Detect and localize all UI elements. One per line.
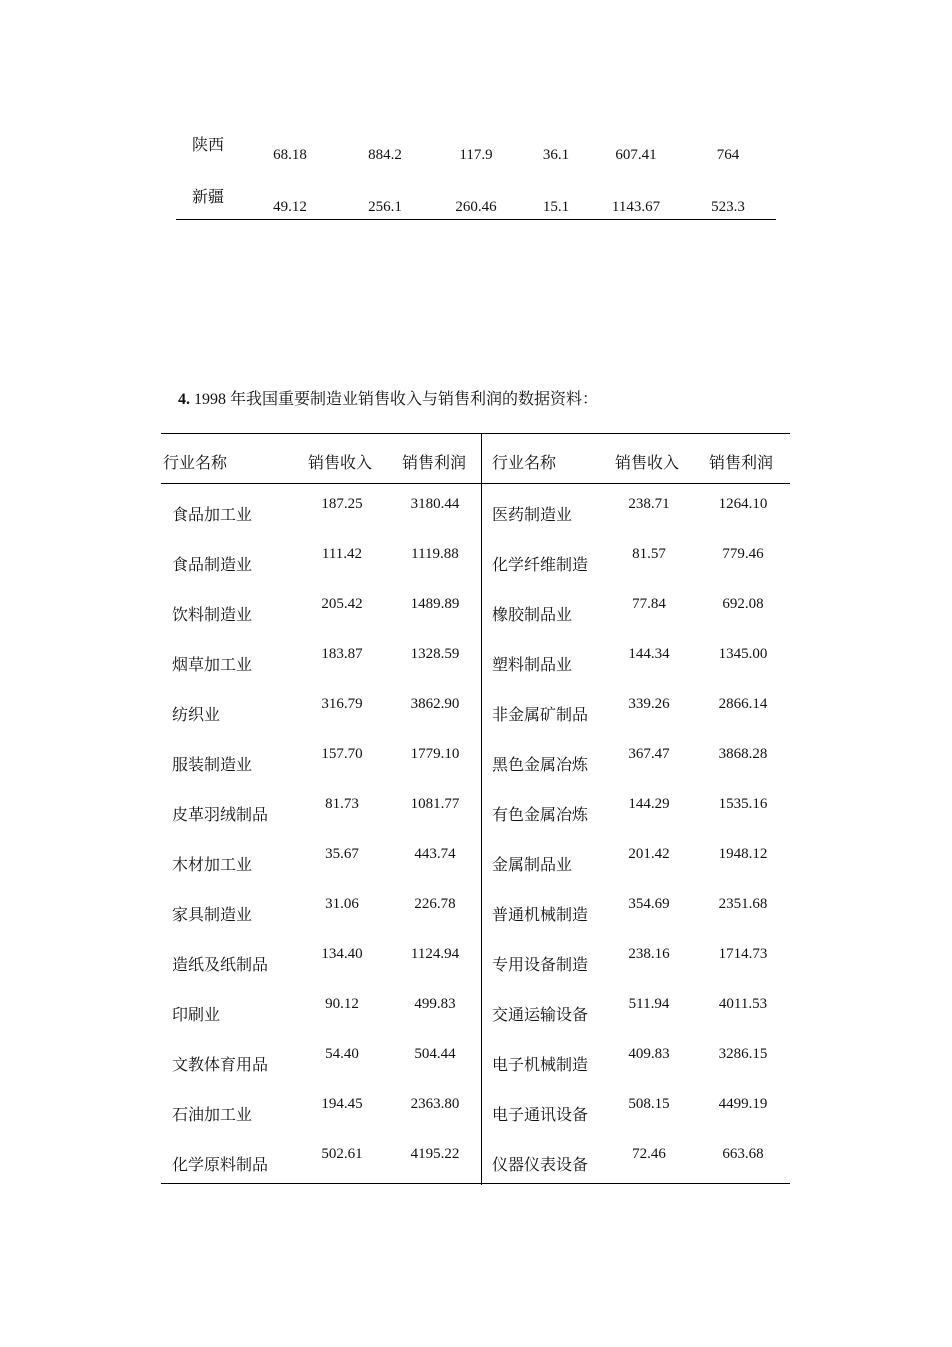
sales-income-cell: 339.26 xyxy=(628,696,670,712)
sales-profit-cell: 1081.77 xyxy=(410,796,460,812)
table-cell: 523.3 xyxy=(711,199,745,215)
sales-income-cell: 205.42 xyxy=(321,596,363,612)
table-row xyxy=(161,735,790,785)
sales-profit-cell: 2866.14 xyxy=(718,696,768,712)
industry-name: 塑料制品业 xyxy=(492,655,573,674)
sales-income-cell: 316.79 xyxy=(321,696,363,712)
table-row xyxy=(161,1135,790,1185)
table-cell: 884.2 xyxy=(368,147,402,163)
table-row xyxy=(161,785,790,835)
sales-income-cell: 35.67 xyxy=(325,846,359,862)
province-name: 陕西 xyxy=(192,135,225,154)
industry-name: 服装制造业 xyxy=(172,755,253,774)
industry-name: 金属制品业 xyxy=(492,855,573,874)
sales-profit-cell: 663.68 xyxy=(722,1146,764,1162)
column-header: 销售收入 xyxy=(308,453,373,472)
table-cell: 117.9 xyxy=(459,147,493,163)
sales-profit-cell: 1779.10 xyxy=(410,746,460,762)
sales-profit-cell: 3286.15 xyxy=(718,1046,768,1062)
table-cell: 256.1 xyxy=(368,199,402,215)
sales-income-cell: 238.71 xyxy=(628,496,670,512)
industry-name: 印刷业 xyxy=(172,1005,221,1024)
table-top-rule xyxy=(161,433,790,434)
sales-income-cell: 508.15 xyxy=(628,1096,670,1112)
table-row xyxy=(161,835,790,885)
industry-name: 纺织业 xyxy=(172,705,221,724)
sales-profit-cell: 226.78 xyxy=(414,896,456,912)
table-row xyxy=(161,635,790,685)
caption-number: 4. xyxy=(178,391,190,408)
sales-income-cell: 354.69 xyxy=(628,896,670,912)
industry-name: 交通运输设备 xyxy=(492,1005,589,1024)
sales-income-cell: 54.40 xyxy=(325,1046,359,1062)
sales-income-cell: 90.12 xyxy=(325,996,359,1012)
sales-income-cell: 511.94 xyxy=(628,996,670,1012)
sales-income-cell: 81.57 xyxy=(632,546,666,562)
caption-year: 1998 xyxy=(194,391,226,408)
sales-profit-cell: 1124.94 xyxy=(410,946,460,962)
province-table-continuation xyxy=(176,128,776,220)
table-bottom-rule xyxy=(176,219,776,220)
sales-profit-cell: 4499.19 xyxy=(718,1096,768,1112)
table-cell: 260.46 xyxy=(455,199,497,215)
table-header-rule xyxy=(161,483,790,484)
sales-profit-cell: 3862.90 xyxy=(410,696,460,712)
industry-name: 文教体育用品 xyxy=(172,1055,269,1074)
sales-income-cell: 201.42 xyxy=(628,846,670,862)
manufacturing-sales-table xyxy=(161,433,790,1185)
table-row xyxy=(161,885,790,935)
sales-profit-cell: 779.46 xyxy=(722,546,764,562)
table-row xyxy=(161,485,790,535)
industry-name: 仪器仪表设备 xyxy=(492,1155,589,1174)
table-row xyxy=(161,985,790,1035)
column-header: 行业名称 xyxy=(163,453,228,472)
sales-income-cell: 31.06 xyxy=(325,896,359,912)
industry-name: 造纸及纸制品 xyxy=(172,955,269,974)
caption-text: 年我国重要制造业销售收入与销售利润的数据资料： xyxy=(230,389,599,408)
sales-profit-cell: 1714.73 xyxy=(718,946,768,962)
sales-profit-cell: 499.83 xyxy=(414,996,456,1012)
sales-profit-cell: 443.74 xyxy=(414,846,456,862)
sales-income-cell: 72.46 xyxy=(632,1146,666,1162)
column-header: 销售收入 xyxy=(615,453,680,472)
sales-income-cell: 502.61 xyxy=(321,1146,363,1162)
sales-income-cell: 183.87 xyxy=(321,646,363,662)
industry-name: 有色金属冶炼 xyxy=(492,805,589,824)
industry-name: 医药制造业 xyxy=(492,505,573,524)
sales-income-cell: 187.25 xyxy=(321,496,363,512)
industry-name: 石油加工业 xyxy=(172,1105,253,1124)
column-header: 销售利润 xyxy=(709,453,774,472)
table-row xyxy=(161,1085,790,1135)
sales-profit-cell: 3868.28 xyxy=(718,746,768,762)
industry-name: 电子通讯设备 xyxy=(492,1105,589,1124)
sales-profit-cell: 1345.00 xyxy=(718,646,768,662)
table-row xyxy=(161,535,790,585)
table-cell: 36.1 xyxy=(542,147,570,163)
industry-name: 化学纤维制造 xyxy=(492,555,589,574)
table-row xyxy=(161,935,790,985)
industry-name: 皮革羽绒制品 xyxy=(172,805,269,824)
table-cell: 49.12 xyxy=(273,199,307,215)
industry-name: 食品加工业 xyxy=(172,505,253,524)
industry-name: 黑色金属冶炼 xyxy=(492,755,589,774)
industry-name: 专用设备制造 xyxy=(492,955,589,974)
table-cell: 1143.67 xyxy=(611,199,661,215)
sales-profit-cell: 1264.10 xyxy=(718,496,768,512)
sales-profit-cell: 4011.53 xyxy=(718,996,768,1012)
sales-profit-cell: 1119.88 xyxy=(411,546,459,562)
table-row xyxy=(161,585,790,635)
industry-name: 家具制造业 xyxy=(172,905,253,924)
sales-income-cell: 81.73 xyxy=(325,796,359,812)
sales-income-cell: 194.45 xyxy=(321,1096,363,1112)
industry-name: 饮料制造业 xyxy=(172,605,253,624)
industry-name: 普通机械制造 xyxy=(492,905,589,924)
table-row xyxy=(161,1035,790,1085)
table-row xyxy=(176,128,776,178)
sales-profit-cell: 4195.22 xyxy=(410,1146,460,1162)
sales-income-cell: 238.16 xyxy=(628,946,670,962)
sales-profit-cell: 2363.80 xyxy=(410,1096,460,1112)
sales-profit-cell: 692.08 xyxy=(722,596,764,612)
industry-name: 非金属矿制品 xyxy=(492,705,589,724)
sales-profit-cell: 3180.44 xyxy=(410,496,460,512)
industry-name: 食品制造业 xyxy=(172,555,253,574)
sales-income-cell: 134.40 xyxy=(321,946,363,962)
sales-profit-cell: 1489.89 xyxy=(410,596,460,612)
industry-name: 电子机械制造 xyxy=(492,1055,589,1074)
industry-name: 木材加工业 xyxy=(172,855,253,874)
sales-income-cell: 367.47 xyxy=(628,746,670,762)
industry-name: 橡胶制品业 xyxy=(492,605,573,624)
table-cell: 15.1 xyxy=(542,199,570,215)
table-row xyxy=(161,685,790,735)
column-header: 行业名称 xyxy=(492,453,557,472)
sales-income-cell: 144.29 xyxy=(628,796,670,812)
industry-name: 化学原料制品 xyxy=(172,1155,269,1174)
sales-income-cell: 157.70 xyxy=(321,746,363,762)
table-row xyxy=(176,180,776,230)
sales-income-cell: 111.42 xyxy=(321,546,363,562)
sales-profit-cell: 1948.12 xyxy=(718,846,768,862)
sales-profit-cell: 2351.68 xyxy=(718,896,768,912)
sales-profit-cell: 1328.59 xyxy=(410,646,460,662)
table-cell: 764 xyxy=(716,147,740,163)
sales-profit-cell: 1535.16 xyxy=(718,796,768,812)
sales-income-cell: 144.34 xyxy=(628,646,670,662)
sales-income-cell: 409.83 xyxy=(628,1046,670,1062)
table-caption xyxy=(178,386,598,409)
column-header: 销售利润 xyxy=(402,453,467,472)
table-cell: 607.41 xyxy=(615,147,657,163)
table-cell: 68.18 xyxy=(273,147,307,163)
province-name: 新疆 xyxy=(192,187,225,206)
sales-income-cell: 77.84 xyxy=(632,596,666,612)
industry-name: 烟草加工业 xyxy=(172,655,253,674)
sales-profit-cell: 504.44 xyxy=(414,1046,456,1062)
